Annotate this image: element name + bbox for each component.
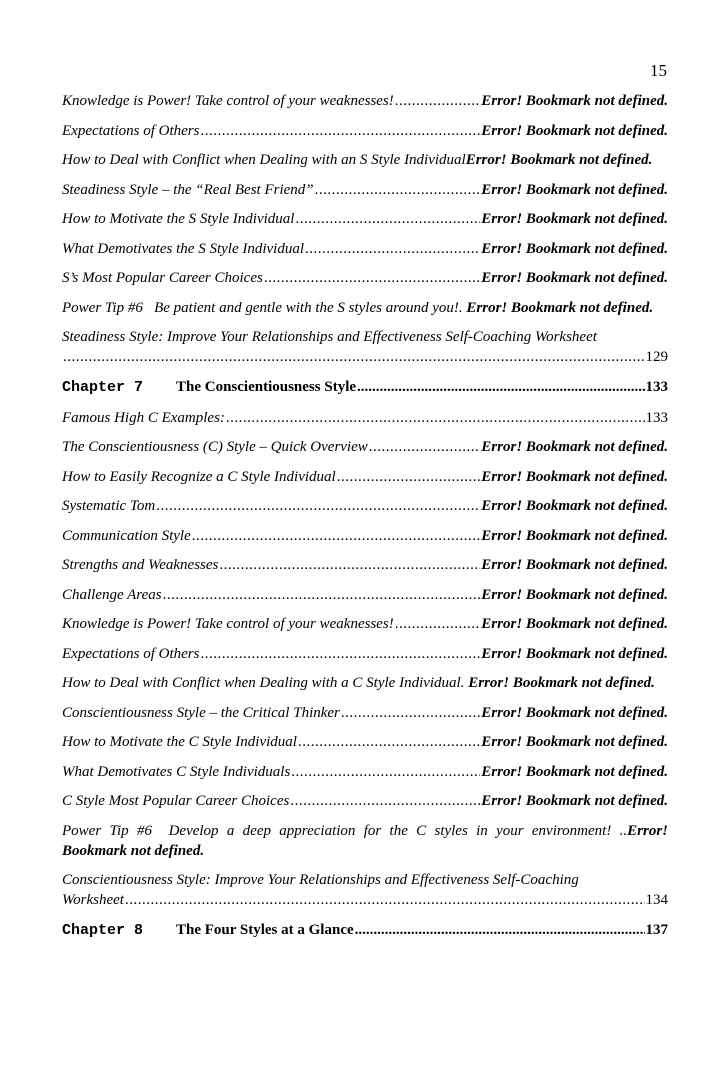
dot-leader — [200, 644, 480, 664]
toc-entry-title: How to Deal with Conflict when Dealing with a C Style Individual — [62, 675, 461, 691]
toc-entry-title: Steadiness Style – the “Real Best Friend” — [62, 181, 314, 198]
toc-entry-title: How to Motivate the C Style Individual — [62, 734, 297, 750]
table-of-contents — [62, 91, 668, 951]
toc-entry[interactable] — [62, 526, 668, 546]
toc-entry-error: Error! Bookmark not defined. — [481, 93, 668, 109]
dot-leader — [290, 791, 480, 811]
dot-leader — [395, 614, 481, 634]
toc-entry[interactable] — [62, 121, 668, 141]
dot-leader — [395, 91, 481, 111]
toc-entry[interactable] — [62, 239, 668, 259]
toc-entry-title: Power Tip #6 Be patient and gentle with the S styles around you! — [62, 299, 459, 316]
toc-entry-title: The Conscientiousness (C) Style – Quick Overview — [62, 439, 368, 455]
toc-entry-error: Error! Bookmark not defined. — [62, 822, 668, 859]
toc-entry-error: Error! Bookmark not defined. — [468, 675, 655, 691]
toc-entry-error: Error! Bookmark not defined. — [481, 270, 668, 286]
toc-entry[interactable] — [62, 870, 668, 910]
toc-entry[interactable] — [62, 644, 668, 664]
toc-entry-page: 134 — [645, 892, 668, 908]
toc-entry-title-cont: Worksheet — [62, 892, 124, 908]
toc-entry-error: Error! Bookmark not defined. — [481, 439, 668, 455]
chapter-title: The Conscientiousness Style — [176, 379, 357, 395]
toc-entry-error: Error! Bookmark not defined. — [481, 616, 668, 632]
toc-entry[interactable] — [62, 467, 668, 487]
toc-entry-error: Error! Bookmark not defined. — [481, 181, 668, 198]
toc-entry[interactable]: How to Deal with Conflict when Dealing with a C Style Individual. Error! Bookmark not defined. — [62, 675, 655, 691]
toc-entry-title: Steadiness Style: Improve Your Relationships and Effectiveness Self-Coaching Worksheet — [62, 329, 597, 345]
dot-leader — [355, 920, 645, 940]
toc-entry-title: Communication Style — [62, 527, 191, 544]
toc-entry-error: Error! Bookmark not defined. — [481, 793, 668, 809]
dot-leader — [219, 555, 480, 575]
toc-entry[interactable] — [62, 555, 668, 575]
dot-leader — [192, 526, 481, 546]
toc-entry[interactable] — [62, 209, 668, 229]
toc-entry-error: Error! Bookmark not defined. — [481, 468, 668, 485]
chapter-heading[interactable] — [62, 920, 668, 941]
toc-entry-error: Error! Bookmark not defined. — [481, 704, 668, 721]
dot-leader — [200, 121, 480, 141]
toc-entry-error: Error! Bookmark not defined. — [465, 152, 653, 168]
dot-leader — [291, 762, 480, 782]
toc-entry-title: Expectations of Others — [62, 645, 200, 662]
dot-leader — [264, 268, 480, 288]
chapter-page: 137 — [645, 922, 668, 938]
toc-entry-title: How to Deal with Conflict when Dealing with an S Style Individual — [62, 152, 466, 168]
toc-entry-title: Famous High C Examples: — [62, 409, 225, 426]
toc-entry[interactable] — [62, 437, 668, 457]
toc-entry[interactable] — [62, 791, 668, 811]
toc-entry[interactable] — [62, 150, 668, 170]
toc-entry-title: S’s Most Popular Career Choices — [62, 270, 263, 286]
chapter-label: Chapter 7 — [62, 379, 144, 396]
toc-entry-title: How to Easily Recognize a C Style Individual — [62, 468, 336, 485]
toc-entry[interactable] — [62, 585, 668, 605]
toc-entry[interactable] — [62, 496, 668, 516]
toc-entry[interactable] — [62, 703, 668, 723]
toc-entry-title: Knowledge is Power! Take control of your weaknesses! — [62, 93, 394, 109]
toc-entry-title: Power Tip #6 Develop a deep appreciation for the C styles in your environment! — [62, 822, 612, 839]
toc-entry-title: C Style Most Popular Career Choices — [62, 793, 290, 809]
chapter-heading[interactable] — [62, 377, 668, 398]
toc-entry-error: Error! Bookmark not defined. — [481, 240, 668, 257]
toc-entry-error: Error! Bookmark not defined. — [481, 211, 668, 227]
dot-leader — [63, 347, 645, 367]
toc-entry-title: Expectations of Others — [62, 122, 200, 139]
dot-leader — [156, 496, 480, 516]
toc-entry-error: Error! Bookmark not defined. — [481, 122, 668, 139]
dot-leader — [295, 209, 480, 229]
toc-entry-title: What Demotivates C Style Individuals — [62, 763, 291, 780]
dot-leader — [125, 890, 645, 910]
toc-entry[interactable] — [62, 408, 668, 428]
toc-entry-error: Error! Bookmark not defined. — [481, 645, 668, 662]
toc-entry-title: Strengths and Weaknesses — [62, 557, 219, 573]
toc-entry-page: 133 — [645, 409, 668, 426]
chapter-title: The Four Styles at a Glance — [176, 922, 354, 938]
toc-entry-title: Systematic Tom — [62, 498, 156, 514]
page-number: 15 — [650, 61, 667, 80]
toc-entry-error: Error! Bookmark not defined. — [481, 586, 668, 603]
toc-entry-title: Challenge Areas — [62, 586, 162, 603]
dot-leader — [369, 437, 481, 457]
toc-entry[interactable] — [62, 91, 668, 111]
toc-entry-title: What Demotivates the S Style Individual — [62, 240, 305, 257]
toc-entry[interactable]: Power Tip #6 Develop a deep appreciation for the C styles in your environment! ..Error! Bookmark not defined. — [62, 822, 668, 859]
chapter-label: Chapter 8 — [62, 922, 144, 939]
toc-entry-error: Error! Bookmark not defined. — [466, 299, 654, 316]
toc-entry[interactable] — [62, 614, 668, 634]
toc-entry-title: Conscientiousness Style – the Critical Thinker — [62, 704, 340, 721]
toc-entry-error: Error! Bookmark not defined. — [481, 734, 668, 750]
toc-entry-leader-line — [62, 890, 668, 910]
dot-leader — [226, 408, 645, 428]
toc-entry-error: Error! Bookmark not defined. — [481, 557, 668, 573]
toc-entry[interactable]: Power Tip #6 Be patient and gentle with the S styles around you!. Error! Bookmark not defined. — [62, 299, 654, 316]
dot-leader — [315, 180, 481, 200]
toc-entry[interactable] — [62, 180, 668, 200]
toc-entry-page: 129 — [645, 349, 668, 365]
chapter-page: 133 — [645, 379, 668, 395]
dot-leader — [337, 467, 481, 487]
toc-entry-title: Knowledge is Power! Take control of your weaknesses! — [62, 616, 394, 632]
toc-entry-error: Error! Bookmark not defined. — [481, 527, 668, 544]
dot-leader — [305, 239, 480, 259]
toc-entry-error: Error! Bookmark not defined. — [481, 763, 668, 780]
toc-entry[interactable] — [62, 268, 668, 288]
toc-entry[interactable] — [62, 732, 668, 752]
toc-entry-title: How to Motivate the S Style Individual — [62, 211, 295, 227]
toc-entry-title: Conscientiousness Style: Improve Your Relationships and Effectiveness Self-Coaching — [62, 872, 579, 888]
toc-entry[interactable] — [62, 762, 668, 782]
dot-leader — [357, 377, 644, 397]
dot-leader — [163, 585, 481, 605]
toc-entry[interactable] — [62, 327, 668, 367]
dot-leader — [341, 703, 480, 723]
dot-leader — [298, 732, 480, 752]
toc-entry-error: Error! Bookmark not defined. — [481, 498, 668, 514]
toc-entry-leader-line — [62, 347, 668, 367]
